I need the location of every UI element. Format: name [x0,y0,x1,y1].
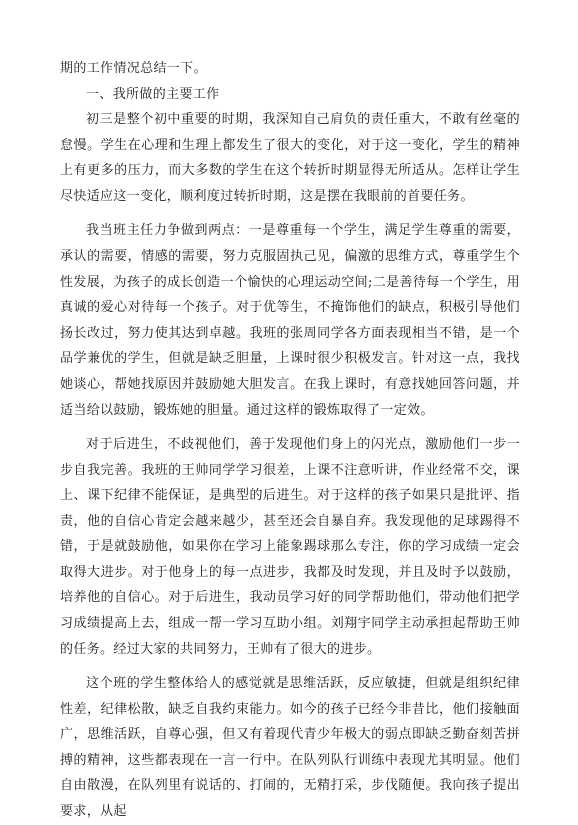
document-body [60,56,520,825]
paragraph-2: 我当班主任力争做到两点：一是尊重每一个学生，满足学生尊重的需要，承认的需要，情感的需要，努力克服固执己见，偏激的思维方式，尊重学生个性发展，为孩子的成长创造一个愉快的心理运动空间;二是善待每一个学生，用真诚的爱心对待每一个孩子。对于优等生，不掩饰他们的缺点，积极引导他们扬长改过，努力使其达到卓越。我班的张周同学各方面表现相当不错，是一个品学兼优的学生，但就是缺乏胆量，上课时很少积极发言。针对这一点，我找她谈心，帮她找原因并鼓励她大胆发言。在我上课时，有意找她回答问题，并适当给以鼓励，锻炼她的胆量。通过这样的锻炼取得了一定效。 [60,223,520,418]
lead-line: 期的工作情况总结一下。 [60,61,207,76]
paragraph-1: 初三是整个初中重要的时期，我深知自己肩负的责任重大，不敢有丝毫的怠慢。学生在心理和生理上都发生了很大的变化，对于这一变化，学生的精神上有更多的压力，而大多数的学生在这个转折时期显得无所适从。怎样让学生尽快适应这一变化，顺利度过转折时期，这是摆在我眼前的首要任务。 [60,112,520,204]
paragraph-3: 对于后进生，不歧视他们，善于发现他们身上的闪光点，激励他们一步一步自我完善。我班的王帅同学学习很差，上课不注意听讲，作业经常不交，课上、课下纪律不能保证，是典型的后进生。对于这样的孩子如果只是批评、指责，他的自信心肯定会越来越少，甚至还会自暴自弃。我发现他的足球踢得不错，于是就鼓励他，如果你在学习上能象踢球那么专注，你的学习成绩一定会取得大进步。对于他身上的每一点进步，我都及时发现，并且及时予以鼓励，培养他的自信心。对于后进生，我动员学习好的同学帮助他们，带动他们把学习成绩提高上去，组成一帮一学习互助小组。刘翔宇同学主动承担起帮助王帅的任务。经过大家的共同努力，王帅有了很大的进步。 [60,436,520,657]
section-heading: 一、我所做的主要工作 [86,86,220,102]
paragraph-4: 这个班的学生整体给人的感觉就是思维活跃，反应敏捷，但就是组织纪律性差，纪律松散，缺乏自我约束能力。如今的孩子已经今非昔比，他们接触面广，思维活跃，自尊心强，但又有着现代青少年极大的弱点即缺乏勤奋刻苦拼搏的精神，这些都表现在一言一行中。在队列队行训练中表现尤其明显。他们自由散漫，在队列里有说话的、打闹的，无精打采，步伐随便。我向孩子提出要求，从起 [60,676,520,820]
